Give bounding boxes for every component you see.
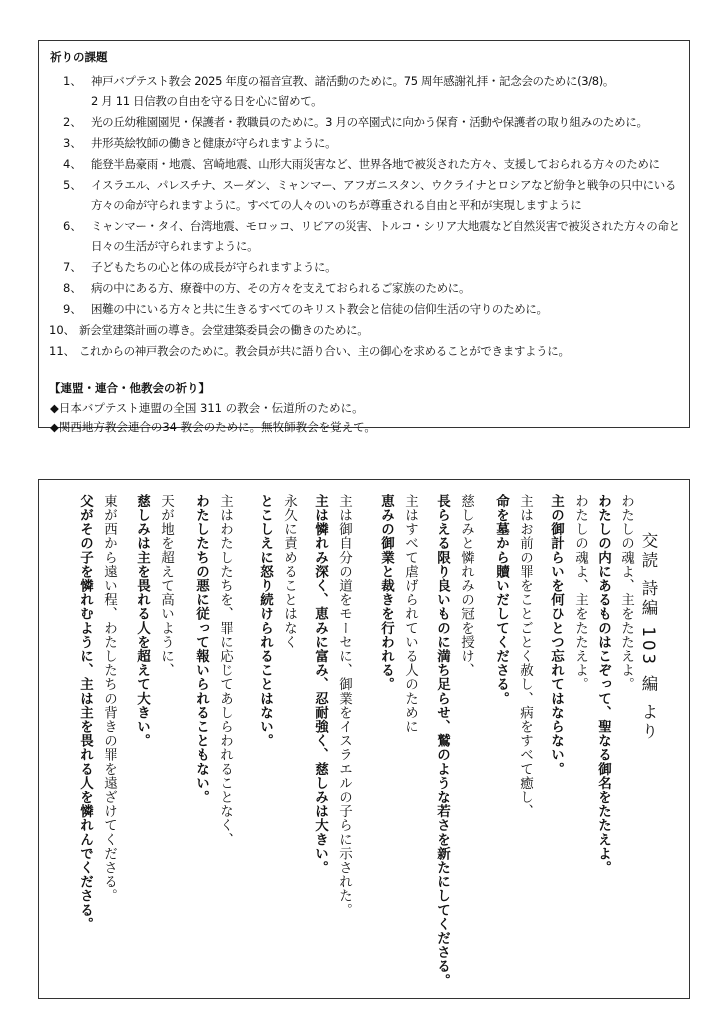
prayer-topics-title: 祈りの課題 (50, 50, 108, 64)
reading-line: 慈しみと憐れみの冠を授け、 (458, 494, 474, 678)
reading-title: 交読 詩編 103 編 より (639, 532, 658, 742)
prayer-item-text: 能登半島豪雨・地震、宮崎地震、山形大雨災害など、世界各地で被災された方々、支援しておられる方々のために (91, 157, 660, 171)
reading-line: 天が地を超えて高いように、 (158, 494, 174, 678)
prayer-item-number: 11、 (49, 344, 76, 358)
responsive-reading-box (38, 479, 690, 999)
prayer-item-text: 子どもたちの心と体の成長が守られますように。 (91, 260, 337, 274)
federation-item: ◆日本バプテスト連盟の全国 311 の教会・伝道所のために。 (50, 401, 364, 415)
prayer-item-text: 神戸バプテスト教会 2025 年度の福音宣教、諸活動のために。75 周年感謝礼拝・記念会のために(3/8)。 (91, 74, 614, 88)
prayer-item-number: 6、 (63, 219, 82, 233)
reading-line: 東が西から遠い程、わたしたちの背きの罪を遠ざけてくださる。 (101, 494, 117, 903)
reading-line: 主はすべて虐げられている人のために (402, 494, 418, 734)
prayer-item-number: 10、 (49, 323, 76, 337)
prayer-list (39, 41, 689, 427)
prayer-item-text: 日々の生活が守られますように。 (91, 239, 259, 253)
reading-line: わたしたちの悪に従って報いられることもない。 (193, 494, 209, 805)
prayer-item-text: 新会堂建築計画の導き。会堂建築委員会の働きのために。 (79, 323, 369, 337)
prayer-item-text: イスラエル、パレスチナ、スーダン、ミャンマー、アフガニスタン、ウクライナとロシアなど紛争と戦争の只中にいる (91, 178, 677, 192)
prayer-item-number: 7、 (63, 260, 82, 274)
prayer-item-text: 光の丘幼稚園園児・保護者・教職員のために。3 月の卒園式に向かう保育・活動や保護者の取り組みのために。 (91, 115, 648, 129)
reading-line: 主は御自分の道をモーセに、御業をイスラエルの子らに示された。 (336, 494, 352, 917)
prayer-item-number: 2、 (63, 115, 82, 129)
reading-line: 長らえる限り良いものに満ち足らせ、鷲のような若さを新たにしてくださる。 (434, 494, 450, 988)
prayer-item-text: 井形英絵牧師の働きと健康が守られますように。 (91, 136, 337, 150)
reading-line: 主はわたしたちを、罪に応じてあしらわれることなく、 (217, 494, 233, 847)
prayer-item-text: これからの神戸教会のために。教会員が共に語り合い、主の御心を求めることができますように。 (79, 344, 570, 358)
reading-line: わたしの魂よ、主をたたえよ。 (572, 494, 588, 692)
federation-heading: 【連盟・連合・他教会の祈り】 (49, 381, 210, 395)
reading-line: 命を墓から贖いだしてくださる。 (493, 494, 509, 706)
reading-line: 主の御計らいを何ひとつ忘れてはならない。 (548, 494, 564, 776)
prayer-item-number: 8、 (63, 281, 82, 295)
prayer-item-text: 病の中にある方、療養中の方、その方々を支えておられるご家族のために。 (91, 281, 471, 295)
prayer-item-number: 9、 (63, 302, 82, 316)
prayer-topics-box (38, 40, 690, 434)
reading-line: わたしの内にあるものはこぞって、聖なる御名をたたえよ。 (595, 494, 611, 875)
reading-line: 主はお前の罪をことごとく赦し、病をすべて癒し、 (517, 494, 533, 819)
prayer-item-text: 困難の中にいる方々と共に生きるすべてのキリスト教会と信徒の信仰生活の守りのために。 (91, 302, 548, 316)
federation-item: ◆関西地方教会連合の34 教会のために。無牧師教会を覚えて。 (50, 420, 376, 434)
prayer-item-number: 3、 (63, 136, 82, 150)
prayer-item-number: 4、 (63, 157, 82, 171)
reading-line: とこしえに怒り続けられることはない。 (257, 494, 273, 748)
reading-line: 父がその子を憐れむように、主は主を畏れる人を憐れんでくださる。 (77, 494, 93, 932)
reading-line: 恵みの御業と裁きを行われる。 (378, 494, 394, 692)
prayer-item-text: 方々の命が守られますように。すべての人々のいのちが尊重される自由と平和が実現しますように (91, 198, 582, 212)
reading-line: わたしの魂よ、主をたたえよ。 (618, 494, 634, 692)
prayer-item-text: 2 月 11 日信教の自由を守る日を心に留めて。 (91, 94, 323, 108)
reading-line: 永久に責めることはなく (281, 494, 297, 650)
prayer-item-number: 1、 (63, 74, 82, 88)
prayer-item-number: 5、 (63, 178, 82, 192)
prayer-item-text: ミャンマー・タイ、台湾地震、モロッコ、リビアの災害、トルコ・シリア大地震など自然災害で被災された方々の命と (91, 219, 680, 233)
reading-line: 慈しみは主を畏れる人を超えて大きい。 (134, 494, 150, 748)
reading-line: 主は憐れみ深く、恵みに富み、忍耐強く、慈しみは大きい。 (312, 494, 328, 875)
